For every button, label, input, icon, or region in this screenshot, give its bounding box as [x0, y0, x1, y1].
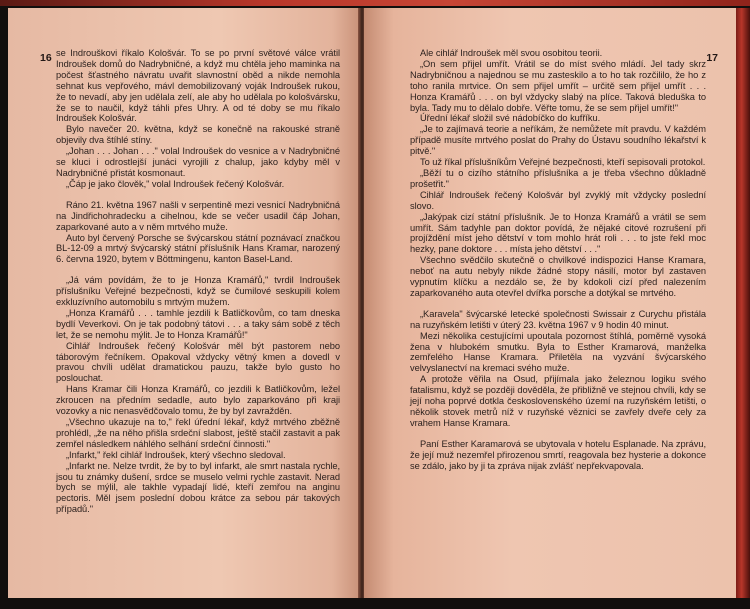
page-number: 17: [706, 52, 718, 64]
paragraph: „Infarkt ne. Nelze tvrdit, že by to byl infarkt, ale smrt nastala rychle, jsou tu známky dušení, srdce se muselo velmi rychle zastavit. Nerad bych se mýlil, ale takhle vypadají lidé, kteří zemřou na anginu pectoris. Měl jsem poslední dobou krátce za sebou pár takových případů.": [56, 460, 340, 515]
paragraph: „Jakýpak cizí státní příslušník. Je to Honza Kramářů a vrátil se sem umřít. Sám tadyhle pan doktor povídá, že nějaké citové rozrušení při projíždění míst jeho dětství v tom mohlo hrát roli . . . to jste řekl moc hezky, pane doktore . . . místa jeho dětství . . .": [410, 211, 706, 255]
paragraph: To už říkal příslušníkům Veřejné bezpečnosti, kteří sepisovali protokol.: [420, 157, 706, 168]
paragraph: „Já vám povídám, že to je Honza Kramářů," tvrdil Indroušek příslušníku Veřejné bezpečnosti, když se čumilové seskupili kolem exkluzívního automobilu s mrtvým mužem.: [56, 275, 340, 308]
page-number: 16: [40, 52, 52, 64]
paragraph: Cihlář Indroušek řečený Kološvár měl být pastorem nebo táborovým řečníkem. Opakoval vždycky větný kmen a dovedl v pravou chvíli udělat dramatickou pauzu, takže bylo gusto ho poslouchat.: [56, 340, 340, 384]
right-page: [364, 8, 736, 598]
paragraph: „On sem přijel umřít. Vrátil se do míst svého mládí. Jel tady skrz Nadrybničnou a najednou se mu zasteskilo a to ho tak rozčililo, že ho z toho ranila mrtvice. On sem přijel umřít – určitě sem přijel umřít . . . Honza Kramářů . . . on byl vždycky slabý na plíce. Taková bleduška to byla. Tady mu to dělalo dobře. Věřte tomu, že se sem přijel umřít!": [410, 58, 706, 113]
cover-edge-top: [0, 0, 750, 6]
paragraph: „Karavela" švýcarské letecké společnosti Swissair z Curychu přistála na ruzyňském letišti v úterý 23. května 1967 v 9 hodin 40 minut.: [410, 308, 706, 330]
paragraph: Všechno svědčilo skutečně o chvilkové indispozici Hanse Kramara, neboť na autu nebyly nikde žádné stopy násilí, motor byl zastaven vypnutím klíčku a nezdálo se, že by kdokoli cizí před nalezením zaparkovaného auta otevřel dvířka porsche a dotýkal se mrtvého.: [410, 255, 706, 298]
left-page: [8, 8, 360, 598]
paragraph: Bylo navečer 20. května, když se konečně na rakouské straně objevily dva štíhlé stíny.: [56, 124, 340, 146]
paragraph: se Indrouškovi říkalo Kološvár. To se po první světové válce vrátil Indroušek domů do Nadrybničné, a když mu chtěla jeho maminka na počest šťastného návratu uvařit slavnostní oběd a nikde nemohla sehnat kus vepřového, mávl demobilizovaný voják Indroušek rukou, že to nevadí, aby jen udělala zelí, ale aby ho udělala po kološvársku, že se to naučil, když táhli přes Uhry. A od té doby se mu říkalo Indroušek Kološvár.: [56, 48, 340, 124]
paragraph: Úřední lékař složil své nádobíčko do kufříku.: [420, 113, 601, 124]
paragraph: Paní Esther Karamarová se ubytovala v hotelu Esplanade. Na zprávu, že její muž nezemřel přirozenou smrtí, reagovala bez hysterie a dokonce se zdálo, jako by ji ta zpráva nijak zvlášť nepřekvapovala.: [410, 438, 706, 471]
left-page-text: [56, 48, 340, 515]
paragraph: „Běží tu o cizího státního příslušníka a je třeba všechno důkladně prošetřit.": [410, 167, 706, 189]
paragraph: Ráno 21. května 1967 našli v serpentině mezi vesnicí Nadrybničná na Jindřichohradecku a cihelnou, kde se večer usadil čáp Johan, zaparkované auto a v něm mrtvého muže.: [56, 199, 340, 232]
paragraph: A protože věřila na Osud, přijímala jako železnou logiku svého fatalismu, když se později dověděla, že přibližně ve stejnou chvíli, kdy se její noha poprvé dotkla československého území na ruzyňském letišti, o několik stovek metrů níž v ruzyňské věznici se zavřely dveře cely za vrahem Hanse Kramara.: [410, 374, 706, 428]
paragraph: „Čáp je jako člověk," volal Indroušek řečený Kološvár.: [66, 178, 285, 189]
cover-edge-right: [736, 8, 750, 598]
paragraph: „Honza Kramářů . . . tamhle jezdili k Batličkovům, co tam dneska bydlí Veverkovi. On je tak podobný tátovi . . . a taky sám sobě z těch let, že se nemohu mýlit. Je to Honza Kramářů!": [56, 307, 340, 340]
paragraph: Auto byl červený Porsche se švýcarskou státní poznávací značkou BL-12-09 a mrtvý švýcarský státní příslušník Hans Kramar, narozený 6. června 1920, bytem v Böttmingenu, kanton Basel-Land.: [56, 232, 340, 265]
paragraph: „Je to zajímavá teorie a neříkám, že nemůžete mít pravdu. V každém případě musíte mrtvého poslat do Prahy do Ústavu soudního lékařství k pitvě.": [410, 124, 706, 157]
paragraph: „Všechno ukazuje na to," řekl úřední lékař, když mrtvého zběžně prohlédl, „že na něho přišla srdeční slabost, ještě stačil zastavit a pak zemřel následkem náhlého selhání srdeční činnosti.": [56, 417, 340, 449]
right-page-text: [410, 48, 706, 472]
paragraph: „Infarkt," řekl cihlář Indroušek, který všechno sledoval.: [66, 449, 286, 460]
paragraph: Hans Kramar čili Honza Kramářů, co jezdili k Batličkovům, ležel zkroucen na předním sedadle, auto bylo zaparkováno při kraji vozovky a nic nenasvědčovalo tomu, že by byl zavražděn.: [56, 384, 340, 417]
paragraph: Ale cihlář Indroušek měl svou osobitou teorii.: [420, 48, 603, 58]
paragraph: „Johan . . . Johan . . ." volal Indroušek do vesnice a v Nadrybničné se kluci i odrostlejší junáci vyrojili z chalup, jako kdyby měl v Nadrybničné přistát kosmonaut.: [56, 146, 340, 178]
paragraph: Mezi několika cestujícími upoutala pozornost štíhlá, poměrně vysoká žena v hlubokém smutku. Byla to Esther Kramarová, manželka zemřelého Hanse Kramara. Přiletěla na vyzvání švýcarského velvyslanectví na kremaci svého muže.: [410, 330, 706, 374]
paragraph: Cihlář Indroušek řečený Kološvár byl zvyklý mít vždycky poslední slovo.: [410, 189, 706, 211]
